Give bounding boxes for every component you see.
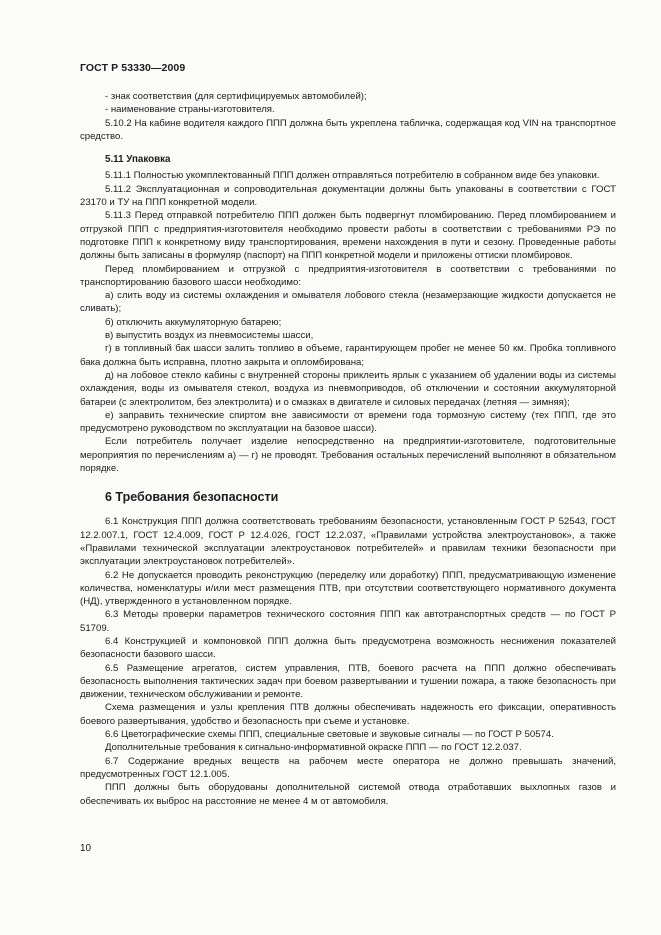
paragraph: 6.2 Не допускается проводить реконструкцию (переделку или доработку) ППП, предусматривающую изменение количества, номенклатуры и/или мест размещения ПТВ, при отсутствии соответствующего нормативного документа (НД), утвержденного в установленном порядке. [80, 569, 616, 608]
paragraph: 6.7 Содержание вредных веществ на рабочем месте оператора не должно превышать значений, предусмотренных ГОСТ 12.1.005. [80, 755, 616, 780]
section-heading: 6 Требования безопасности [105, 490, 279, 505]
list-item: г) в топливный бак шасси залить топливо в объеме, гарантирующем пробег не менее 50 км. Пробка топливного бака должна быть исправна, плотно закрыта и опломбирована; [80, 343, 616, 368]
paragraph: Перед пломбированием и отгрузкой с предприятия-изготовителя в соответствии с требованиями по транспортированию базового шасси необходимо: [80, 263, 616, 288]
list-item: е) заправить технические спиртом вне зависимости от времени года тормозную систему (тех ППП, где это предусмотрено руководством по эксплуатации на базовое шасси). [80, 409, 616, 435]
subsection-heading: 5.11 Упаковка [105, 154, 171, 166]
paragraph: - знак соответствия (для сертифицируемых автомобилей); [105, 91, 367, 102]
paragraph: 6.1 Конструкция ППП должна соответствовать требованиям безопасности, установленным ГОСТ Р 52543, ГОСТ 12.2.007.1, ГОСТ 12.4.009, ГОСТ Р 12.4.026, ГОСТ 12.2.037, «Правилами устройства электроустановок», а также «Правилами технической эксплуатации электроустановок потребителей» и правилам техники безопасности при эксплуатации электроустановок потребителей». [80, 516, 616, 568]
paragraph: 5.11.2 Эксплуатационная и сопроводительная документации должны быть упакованы в соответствии с ГОСТ 23170 и ТУ на ППП конкретной модели. [80, 183, 616, 209]
paragraph: 5.11.3 Перед отправкой потребителю ППП должен быть подвергнут пломбированию. Перед пломбированием и отгрузкой ППП с предприятия-изготовителя необходимо провести работы в соответствии с требованиями РЭ по подготовке ППП к конкретному виду транспортирования, времени нахождения в пути и сезону. Проведенные работы должны быть записаны в формуляр (паспорт) на ППП конкретной модели и приложены оттиски пломбировок. [80, 210, 616, 262]
list-item: б) отключить аккумуляторную батарею; [105, 316, 282, 328]
paragraph: ППП должны быть оборудованы дополнительной системой отвода отработавших выхлопных газов и обеспечивать их выброс на расстояние не менее 4 м от автомобиля. [80, 782, 616, 807]
paragraph: Дополнительные требования к сигнально-информативной окраске ППП — по ГОСТ 12.2.037. [105, 742, 522, 754]
paragraph: 5.11.1 Полностью укомплектованный ППП должен отправляться потребителю в собранном виде без упаковки. [105, 170, 600, 182]
page-number: 10 [80, 843, 92, 854]
paragraph: 6.3 Методы проверки параметров технического состояния ППП как автотранспортных средств — по ГОСТ Р 51709. [80, 609, 616, 634]
paragraph: 6.4 Конструкцией и компоновкой ППП должна быть предусмотрена возможность неснижения показателей безопасности базового шасси. [80, 635, 616, 661]
paragraph: Если потребитель получает изделие непосредственно на предприятии-изготовителе, подготовительные мероприятия по перечислениям а) — г) не проводят. Требования остальных перечислений выполняют в обязательном порядке. [80, 436, 616, 475]
list-item: д) на лобовое стекло кабины с внутренней стороны приклеить ярлык с указанием об удалении воды из системы охлаждения, воды из омывателя стекол, воздуха из пневмоприводов, об отключении и состоянии аккумуляторной батареи (с электролитом, без электролита) и о смазках в двигателе и силовых передачах (летняя — зимняя); [80, 369, 616, 408]
paragraph: 6.5 Размещение агрегатов, систем управления, ПТВ, боевого расчета на ППП должно обеспечивать безопасность выполнения тактических задач при боевом развертывании и тушении пожара, а также безопасность при движении, техническом обслуживании и ремонте. [80, 662, 616, 701]
paragraph: Схема размещения и узлы крепления ПТВ должны обеспечивать надежность его фиксации, оперативность боевого развертывания, удобство и безопасность при съеме и установке. [80, 702, 616, 727]
paragraph: 6.6 Цветографические схемы ППП, специальные световые и звуковые сигналы — по ГОСТ Р 50574. [105, 729, 554, 741]
paragraph: - наименование страны-изготовителя. [105, 104, 275, 116]
document-code-header: ГОСТ Р 53330—2009 [80, 62, 186, 74]
list-item: а) слить воду из системы охлаждения и омывателя лобового стекла (незамерзающие жидкости допускается не сливать); [80, 290, 616, 315]
document-body [80, 90, 616, 808]
paragraph: 5.10.2 На кабине водителя каждого ППП должна быть укреплена табличка, содержащая код VIN на транспортное средство. [80, 117, 616, 142]
list-item: в) выпустить воздух из пневмосистемы шасси, [105, 330, 314, 342]
